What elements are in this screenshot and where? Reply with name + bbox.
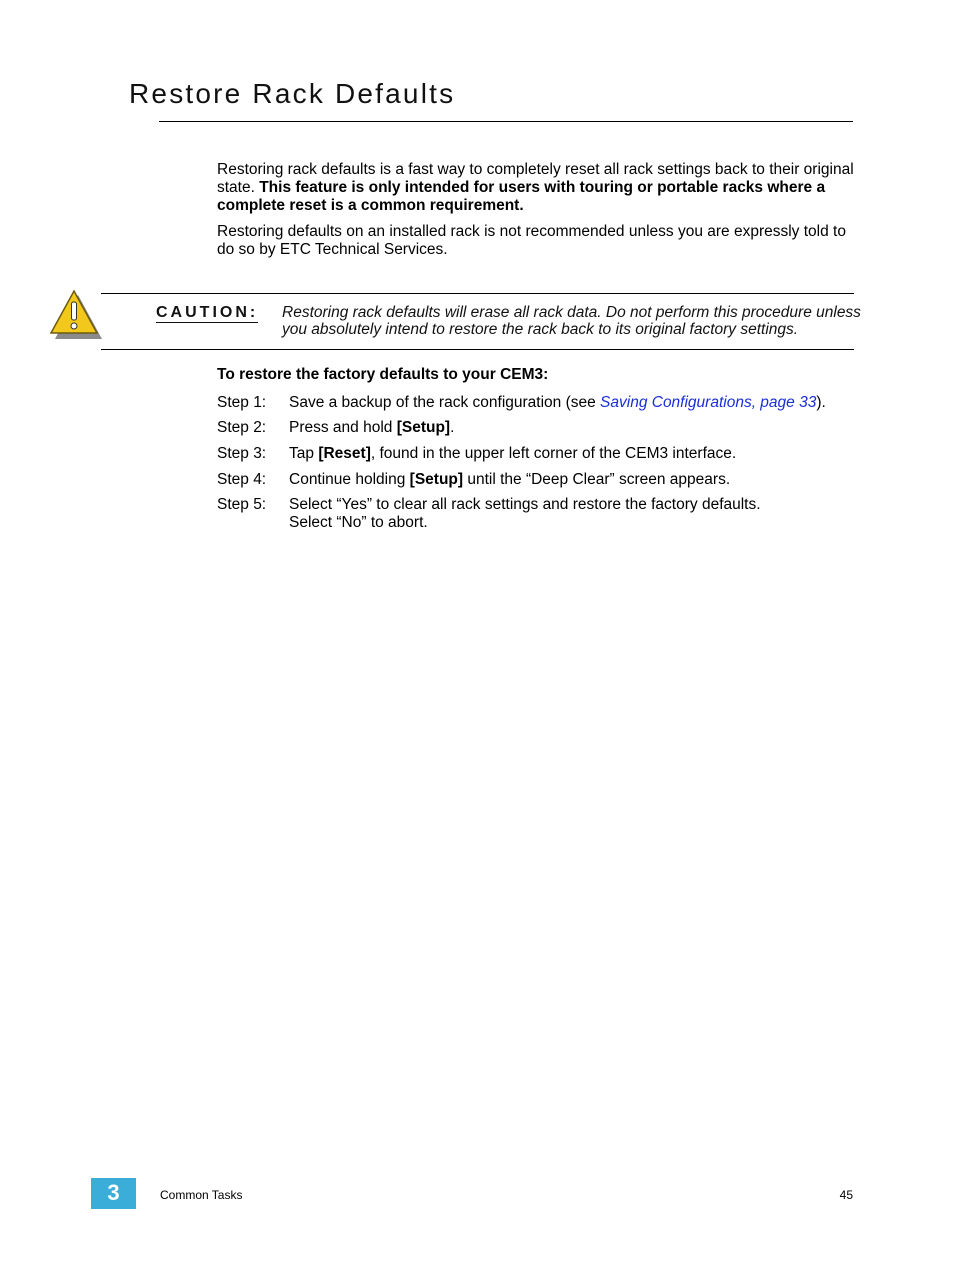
step-text-post: until the “Deep Clear” screen appears. xyxy=(463,471,731,488)
caution-top-divider xyxy=(101,293,854,294)
step-text xyxy=(289,496,869,532)
step-text-post: , found in the upper left corner of the CEM3 interface. xyxy=(370,445,737,462)
step-text xyxy=(289,394,869,412)
title-divider xyxy=(159,121,853,122)
step-number: Step 3: xyxy=(217,445,267,462)
warning-triangle-icon xyxy=(50,288,102,340)
procedure-heading: To restore the factory defaults to your CEM3: xyxy=(217,366,549,383)
step-number: Step 4: xyxy=(217,471,267,488)
step-text-pre: Save a backup of the rack configuration (see xyxy=(289,394,601,411)
step-text-line-1: Select “Yes” to clear all rack settings and restore the factory defaults. xyxy=(289,496,761,513)
caution-text: Restoring rack defaults will erase all rack data. Do not perform this procedure unless you absolutely intend to restore the rack back to its original factory settings. xyxy=(282,304,861,338)
step-text xyxy=(289,471,869,489)
step-key-label: [Setup] xyxy=(396,419,451,436)
step-text-pre: Tap xyxy=(289,445,319,462)
step-text xyxy=(289,419,869,437)
page-title: Restore Rack Defaults xyxy=(129,78,456,109)
footer-section-title: Common Tasks xyxy=(160,1188,243,1202)
caution-bottom-divider xyxy=(101,349,854,350)
step-text-post: . xyxy=(450,419,455,436)
step-text-post: ). xyxy=(816,394,826,411)
saving-configurations-link[interactable]: Saving Configurations, page 33 xyxy=(600,394,817,411)
caution-label: CAUTION: xyxy=(156,304,259,321)
intro-p1-bold: This feature is only intended for users with touring or portable racks where a complete reset is a common requirement. xyxy=(217,179,826,214)
step-number: Step 5: xyxy=(217,496,267,513)
step-text-line-2: Select “No” to abort. xyxy=(289,514,428,531)
step-number: Step 2: xyxy=(217,419,267,436)
step-text-pre: Continue holding xyxy=(289,471,410,488)
chapter-badge: 3 xyxy=(91,1178,136,1209)
intro-p1-plain: Restoring rack defaults is a fast way to completely reset all rack settings back to their original state. xyxy=(217,161,854,196)
step-number: Step 1: xyxy=(217,394,267,411)
step-text-pre: Press and hold xyxy=(289,419,397,436)
intro-paragraph-2: Restoring defaults on an installed rack is not recommended unless you are expressly told to do so by ETC Technical Services. xyxy=(217,223,846,258)
step-text xyxy=(289,445,869,463)
step-key-label: [Setup] xyxy=(409,471,464,488)
intro-paragraph-1 xyxy=(217,161,857,215)
step-key-label: [Reset] xyxy=(318,445,371,462)
page-number: 45 xyxy=(839,1188,853,1202)
